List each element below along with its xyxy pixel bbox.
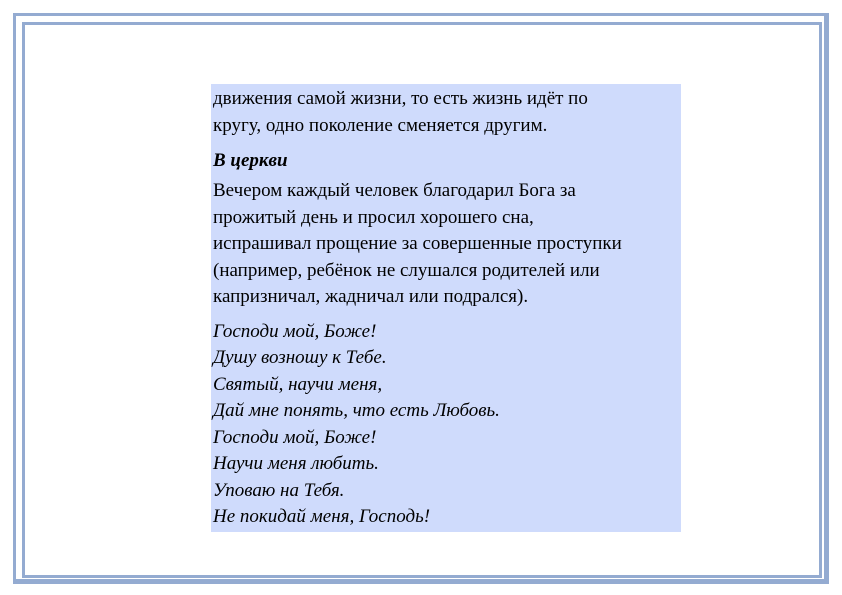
poem-line: Научи меня любить. [213,453,379,474]
body-paragraph [213,178,681,311]
text-box [211,84,681,532]
body-line: (например, ребёнок не слушался родителей или [213,259,600,281]
body-line: Вечером каждый человек благодарил Бога за [213,180,576,201]
intro-line: движения самой жизни, то есть жизнь идёт по [213,88,588,109]
poem-line: Не покидай меня, Господь! [213,506,431,527]
poem-line: Уповаю на Тебя. [213,479,345,501]
prayer-poem [213,319,681,531]
body-line: капризничал, жадничал или подрался). [213,286,529,307]
poem-line: Дай мне понять, что есть Любовь. [213,400,500,421]
body-line: прожитый день и просил хорошего сна, [213,206,534,228]
section-heading: В церкви [213,150,288,171]
poem-line: Душу возношу к Тебе. [213,347,387,368]
poem-line: Господи мой, Боже! [213,426,377,448]
intro-paragraph [213,86,681,139]
body-line: испрашивал прощение за совершенные проступки [213,233,622,254]
intro-line: кругу, одно поколение сменяется другим. [213,114,548,136]
poem-line: Святый, научи меня, [213,373,383,395]
poem-line: Господи мой, Боже! [213,320,377,342]
